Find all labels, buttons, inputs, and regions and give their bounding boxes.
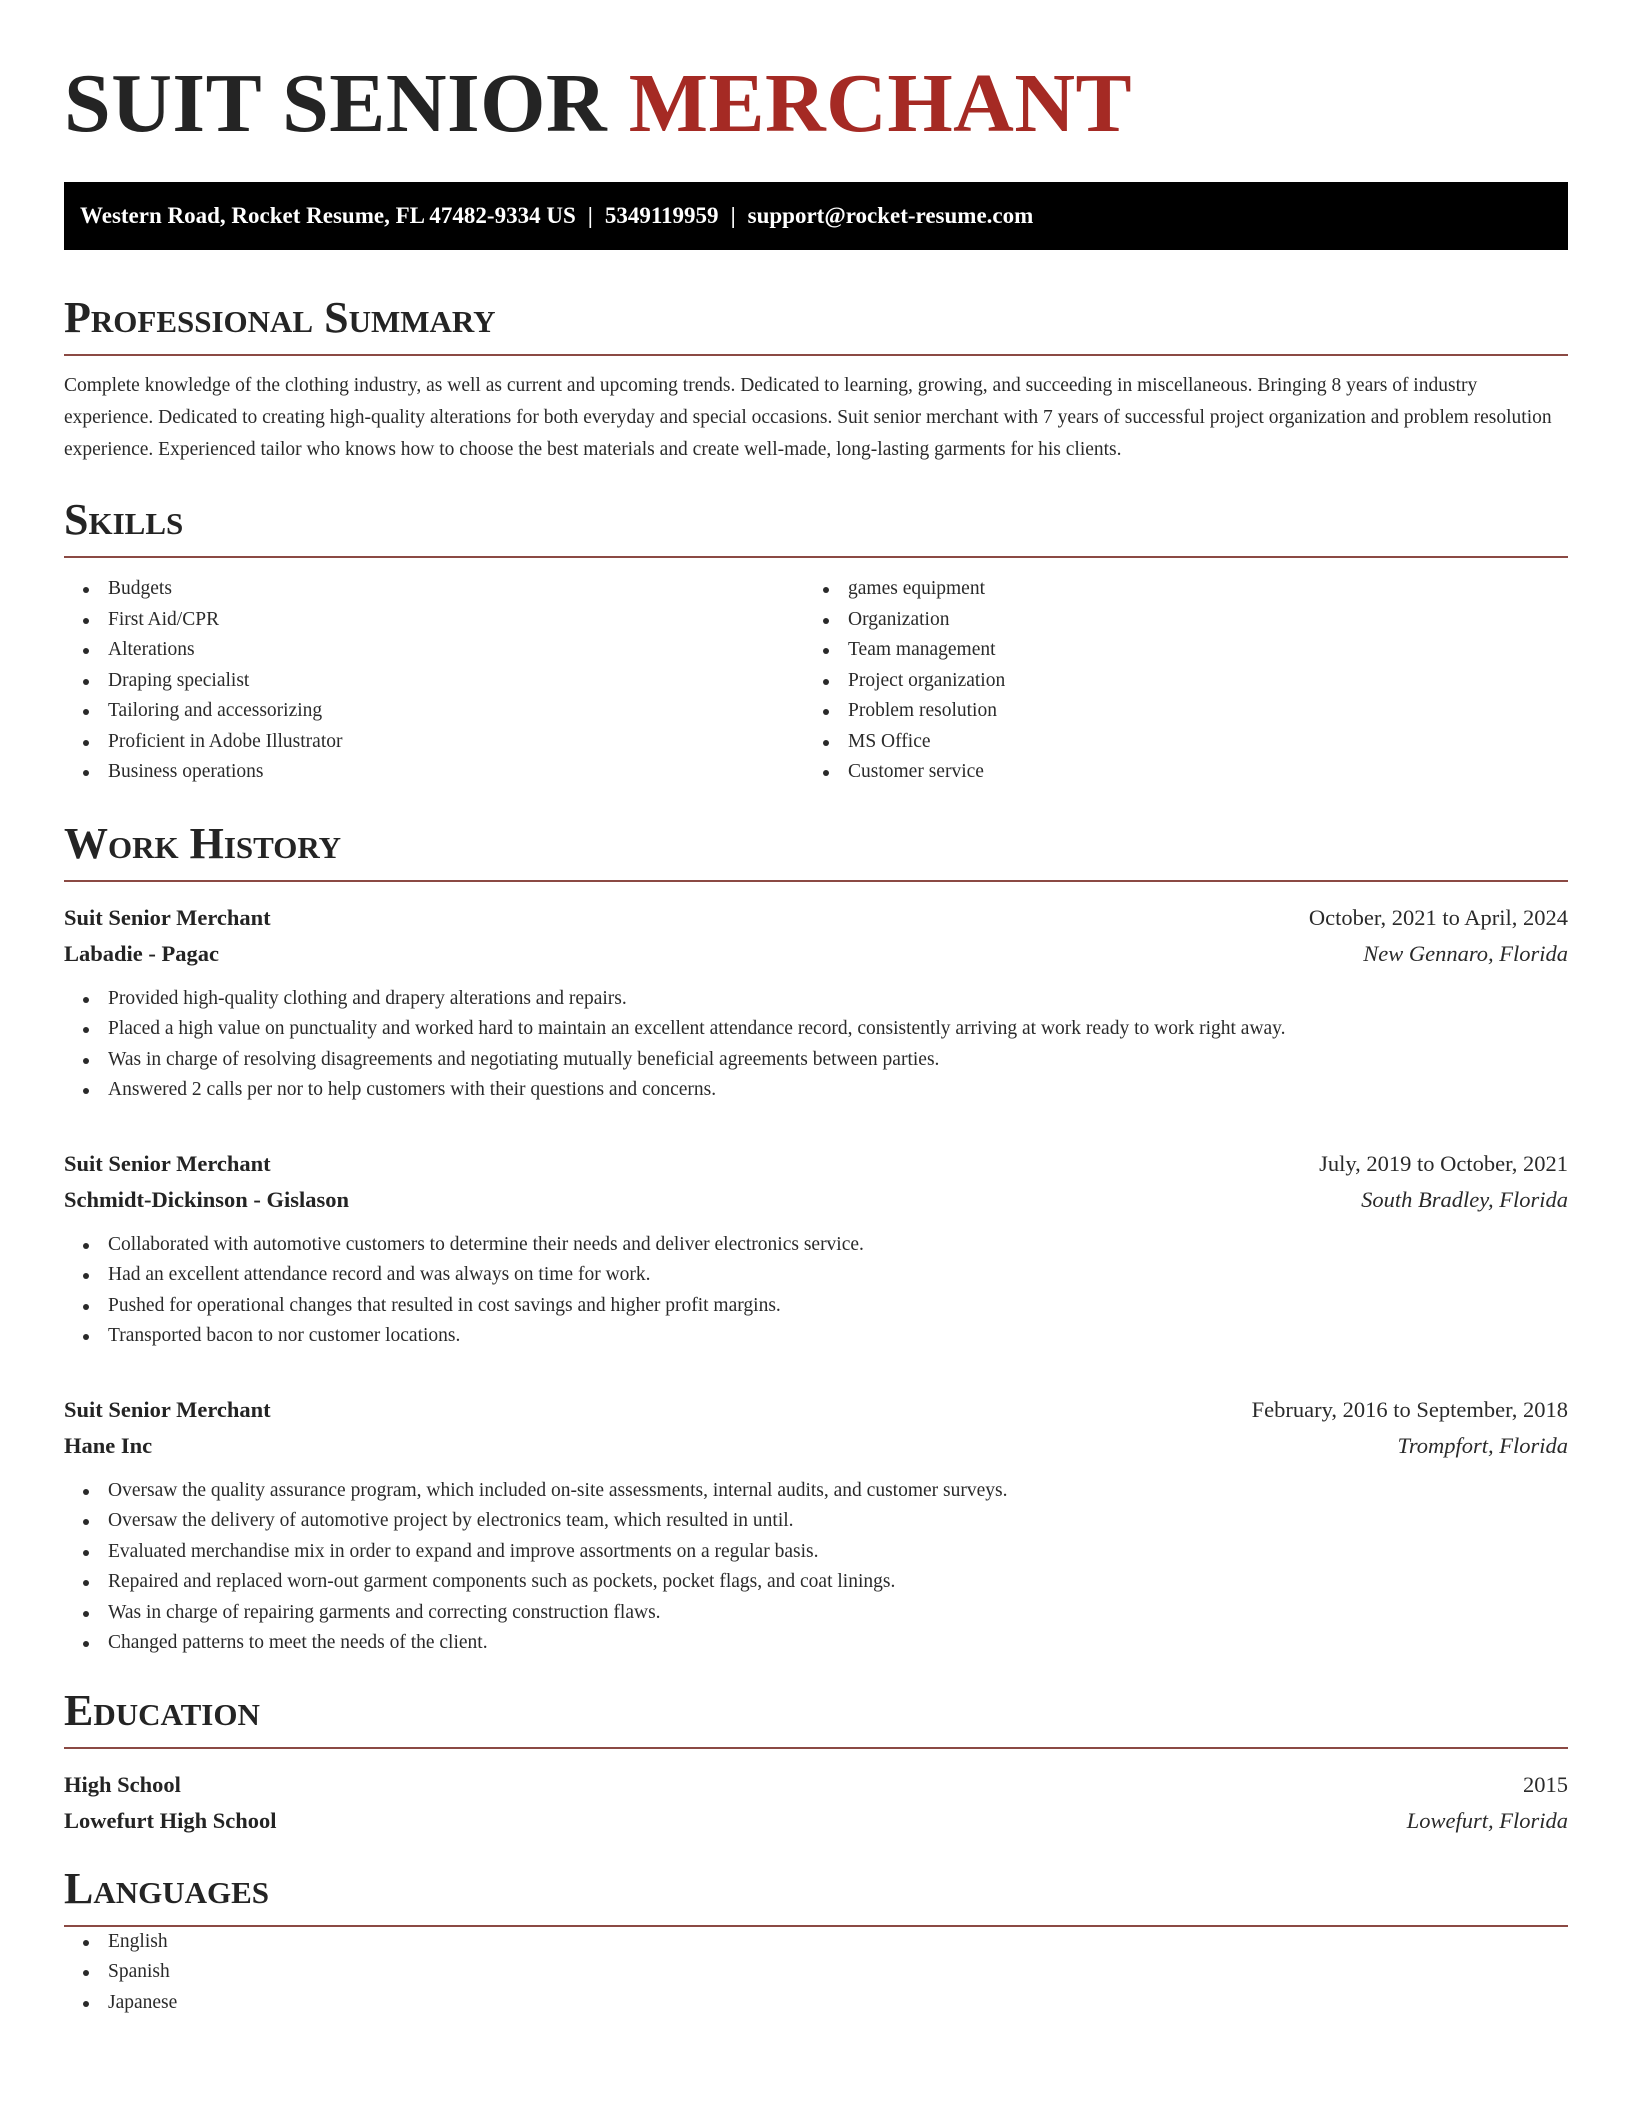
skill-item: Proficient in Adobe Illustrator (64, 727, 804, 758)
job-location: Trompfort, Florida (1397, 1432, 1568, 1458)
education-school: Lowefurt High School (64, 1807, 277, 1833)
job-duty: Pushed for operational changes that resulted in cost savings and higher profit margins. (64, 1291, 1568, 1322)
job-duties-list (64, 1230, 1568, 1352)
contact-phone[interactable]: 5349119959 (604, 203, 719, 228)
languages-heading: Languages (64, 1863, 1568, 1927)
education-degree: High School (64, 1771, 181, 1797)
job-entry (64, 900, 1568, 1106)
skills-heading: Skills (64, 494, 1568, 558)
languages-list (64, 1927, 1568, 2019)
skills-list-right (804, 574, 1544, 788)
skill-item: Draping specialist (64, 666, 804, 697)
skills-column-left (64, 574, 804, 788)
job-duty: Changed patterns to meet the needs of the client. (64, 1628, 1568, 1659)
job-duty: Transported bacon to nor customer locations. (64, 1321, 1568, 1352)
contact-email[interactable]: support@rocket-resume.com (747, 203, 1034, 228)
skill-item: Customer service (804, 757, 1544, 788)
education-degree-row (64, 1767, 1568, 1803)
education-location: Lowefurt, Florida (1406, 1807, 1568, 1833)
education-year: 2015 (1523, 1771, 1568, 1797)
job-duty: Placed a high value on punctuality and worked hard to maintain an excellent attendance record, consistently arriving at work ready to work right away. (64, 1014, 1568, 1045)
job-duties-list (64, 1476, 1568, 1659)
job-header-row (64, 900, 1568, 936)
summary-section (64, 292, 1568, 466)
job-duty: Had an excellent attendance record and was always on time for work. (64, 1260, 1568, 1291)
skill-item: Alterations (64, 635, 804, 666)
job-company-row (64, 936, 1568, 972)
skill-item: Project organization (804, 666, 1544, 697)
language-item: Spanish (64, 1957, 1568, 1988)
skills-list-left (64, 574, 804, 788)
education-school-row (64, 1803, 1568, 1839)
skill-item: games equipment (804, 574, 1544, 605)
language-item: English (64, 1927, 1568, 1958)
language-item: Japanese (64, 1988, 1568, 2019)
candidate-name (64, 56, 1568, 152)
skills-grid (64, 574, 1568, 788)
skill-item: Team management (804, 635, 1544, 666)
summary-text: Complete knowledge of the clothing industry, as well as current and upcoming trends. Dedicated to learning, growing, and succeeding in miscellaneous. Bringing 8 years of industry experience. Dedicated to creating high-quality alterations for both everyday and special occasions. Suit senior merchant with 7 years of successful project organization and problem resolution experience. Experienced tailor who knows how to choose the best materials and create well-made, long-lasting garments for his clients. (64, 375, 1552, 460)
job-duty: Oversaw the delivery of automotive project by electronics team, which resulted in until. (64, 1506, 1568, 1537)
contact-separator: | (730, 203, 736, 228)
job-location: South Bradley, Florida (1361, 1186, 1568, 1212)
name-last: MERCHANT (628, 57, 1133, 150)
job-title: Suit Senior Merchant (64, 1396, 271, 1422)
job-duties-list (64, 984, 1568, 1106)
education-heading: Education (64, 1685, 1568, 1749)
job-duty: Was in charge of repairing garments and correcting construction flaws. (64, 1598, 1568, 1629)
skill-item: Business operations (64, 757, 804, 788)
education-entry (64, 1767, 1568, 1839)
job-dates: February, 2016 to September, 2018 (1251, 1396, 1568, 1422)
skill-item: Organization (804, 605, 1544, 636)
work-history-section (64, 818, 1568, 1659)
skills-column-right (804, 574, 1544, 788)
job-company-row (64, 1182, 1568, 1218)
skill-item: Tailoring and accessorizing (64, 696, 804, 727)
job-header-row (64, 1392, 1568, 1428)
job-entry (64, 1146, 1568, 1352)
languages-section (64, 1863, 1568, 2019)
contact-address: Western Road, Rocket Resume, FL 47482-9334 US (80, 203, 576, 228)
skill-item: MS Office (804, 727, 1544, 758)
job-duty: Provided high-quality clothing and drapery alterations and repairs. (64, 984, 1568, 1015)
name-first: SUIT SENIOR (64, 57, 608, 150)
job-location: New Gennaro, Florida (1363, 940, 1568, 966)
job-company: Hane Inc (64, 1432, 153, 1458)
job-duty: Repaired and replaced worn-out garment components such as pockets, pocket flags, and coat linings. (64, 1567, 1568, 1598)
education-section (64, 1685, 1568, 1839)
resume-page (64, 0, 1568, 2018)
job-duty: Answered 2 calls per nor to help customers with their questions and concerns. (64, 1075, 1568, 1106)
skill-item: Budgets (64, 574, 804, 605)
job-company-row (64, 1428, 1568, 1464)
job-duty: Was in charge of resolving disagreements and negotiating mutually beneficial agreements between parties. (64, 1045, 1568, 1076)
summary-heading: Professional Summary (64, 292, 1568, 356)
skills-section (64, 494, 1568, 788)
job-title: Suit Senior Merchant (64, 904, 271, 930)
job-duty: Evaluated merchandise mix in order to expand and improve assortments on a regular basis. (64, 1537, 1568, 1568)
skill-item: First Aid/CPR (64, 605, 804, 636)
contact-bar (64, 182, 1568, 250)
skill-item: Problem resolution (804, 696, 1544, 727)
job-dates: July, 2019 to October, 2021 (1319, 1150, 1568, 1176)
job-duty: Collaborated with automotive customers to determine their needs and deliver electronics service. (64, 1230, 1568, 1261)
job-company: Labadie - Pagac (64, 940, 219, 966)
job-title: Suit Senior Merchant (64, 1150, 271, 1176)
job-entry (64, 1392, 1568, 1659)
job-company: Schmidt-Dickinson - Gislason (64, 1186, 350, 1212)
job-header-row (64, 1146, 1568, 1182)
work-history-heading: Work History (64, 818, 1568, 882)
job-dates: October, 2021 to April, 2024 (1308, 904, 1568, 930)
job-duty: Oversaw the quality assurance program, which included on-site assessments, internal audits, and customer surveys. (64, 1476, 1568, 1507)
contact-separator: | (587, 203, 593, 228)
